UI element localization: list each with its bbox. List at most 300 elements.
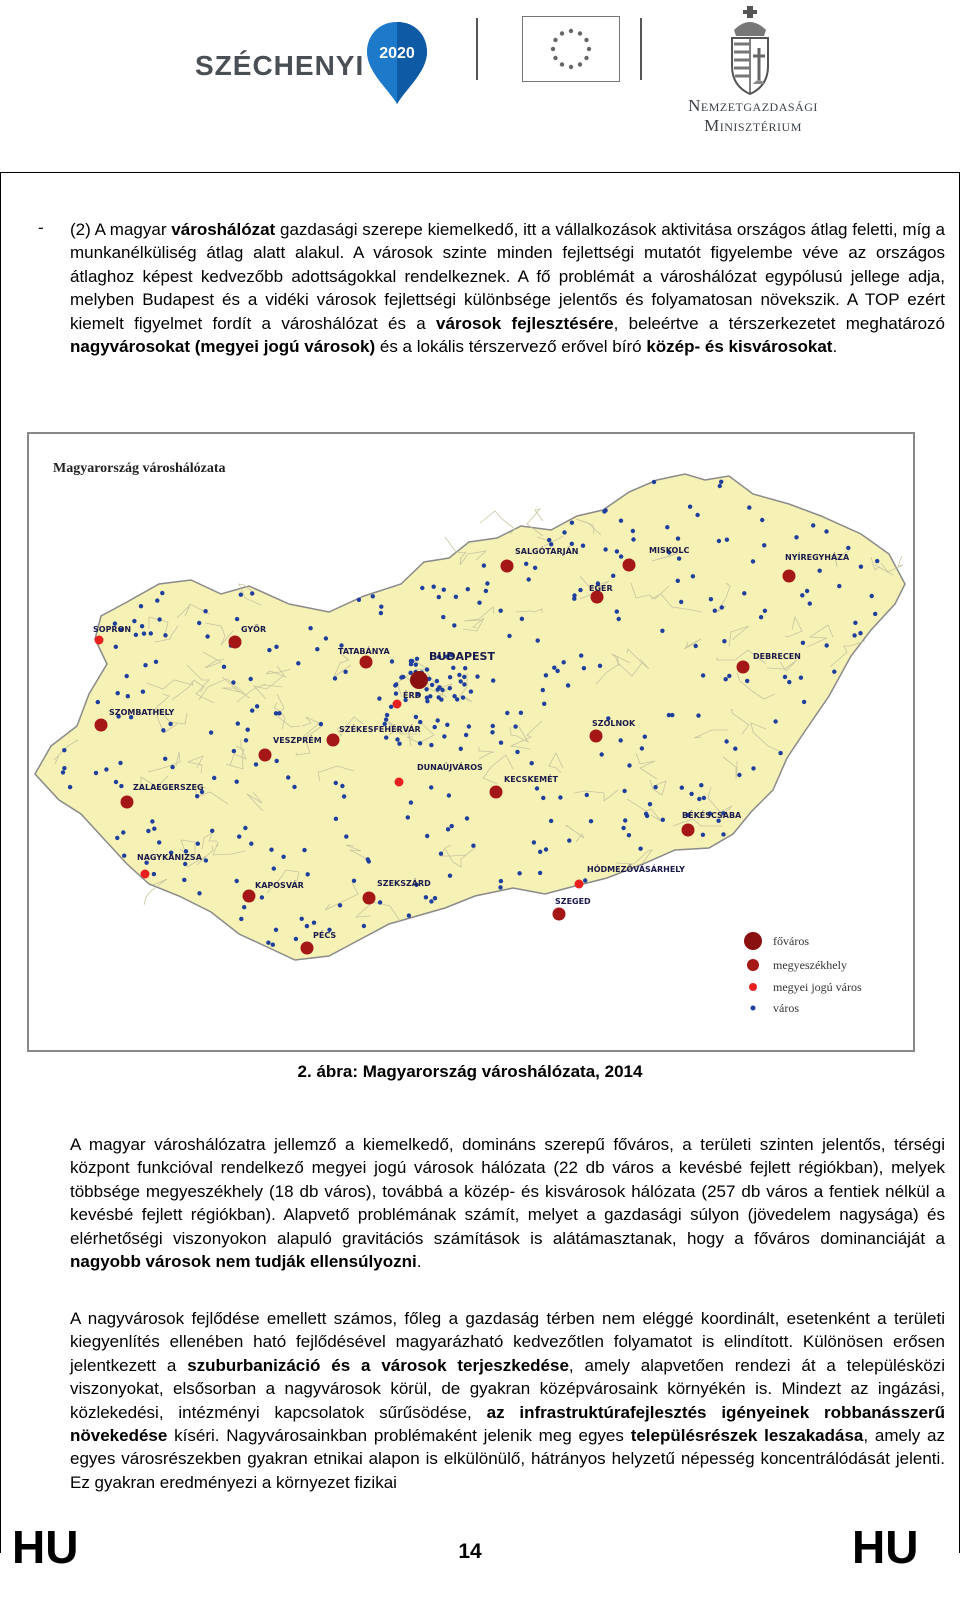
header-divider (640, 18, 642, 80)
town-marker (541, 688, 545, 692)
town-marker (677, 556, 681, 560)
town-marker (454, 595, 458, 599)
town-marker (661, 818, 665, 822)
town-marker (475, 674, 479, 678)
city-label-sopron: SOPRON (93, 625, 132, 634)
legend-county-seat-label: megyeszékhely (773, 958, 847, 972)
town-marker (152, 872, 156, 876)
town-marker (429, 785, 433, 789)
town-marker (583, 878, 587, 882)
town-marker (870, 594, 874, 598)
town-marker (585, 793, 589, 797)
town-marker (250, 708, 254, 712)
town-marker (520, 617, 524, 621)
town-marker (429, 743, 433, 747)
town-marker (873, 612, 877, 616)
town-marker (116, 691, 120, 695)
town-marker (721, 832, 725, 836)
town-marker (619, 738, 623, 742)
city-marker-bekescsaba (682, 824, 695, 837)
text-run: . (832, 337, 838, 357)
town-marker (463, 666, 467, 670)
town-marker (393, 683, 397, 687)
text-run: A nagyvárosok fejlődése emellett számos, főleg a gazdaság térben nem eléggé koordinált, esetenként a területi kiegyenlítés ellenében ható fejlődésével magyarázható kedvezőtlen folyamatot is elindított. Különösen erősen jelentkezett a (70, 1309, 945, 1375)
town-marker (538, 850, 542, 854)
city-marker-salgotarjan (501, 560, 514, 573)
town-marker (115, 836, 119, 840)
town-marker (852, 633, 856, 637)
town-marker (154, 660, 158, 664)
town-marker (466, 587, 470, 591)
town-marker (709, 597, 713, 601)
city-label-pecs: PÉCS (313, 931, 337, 940)
town-marker (94, 771, 98, 775)
town-marker (627, 833, 631, 837)
town-marker (499, 879, 503, 883)
town-marker (631, 537, 635, 541)
town-marker (615, 609, 619, 613)
town-marker (442, 734, 446, 738)
town-marker (773, 719, 777, 723)
city-label-salgotarjan: SALGÓTARJÁN (515, 547, 579, 556)
town-marker (250, 591, 254, 595)
bold-run: nagyobb városok nem tudják ellensúlyozni (70, 1252, 417, 1272)
town-marker (859, 565, 863, 569)
town-marker (562, 660, 566, 664)
town-marker (266, 941, 270, 945)
town-marker (406, 815, 410, 819)
town-marker (246, 728, 250, 732)
town-marker (182, 878, 186, 882)
town-marker (163, 757, 167, 761)
town-marker (424, 895, 428, 899)
town-marker (435, 679, 439, 683)
town-marker (239, 917, 243, 921)
town-marker (718, 484, 722, 488)
town-marker (533, 566, 537, 570)
bold-run: szuburbanizáció és a városok terjeszkedése (187, 1355, 569, 1375)
town-marker (237, 834, 241, 838)
town-marker (527, 577, 531, 581)
city-label-bekescsaba: BÉKÉSCSABA (682, 811, 742, 820)
town-marker (505, 711, 509, 715)
town-marker (439, 697, 443, 701)
town-marker (805, 589, 809, 593)
town-marker (619, 519, 623, 523)
text-run: (2) A magyar (70, 220, 172, 239)
town-marker (858, 631, 862, 635)
town-marker (157, 617, 161, 621)
footer-language-code-left: HU (12, 1521, 79, 1573)
town-marker (437, 685, 441, 689)
town-marker (255, 704, 259, 708)
town-marker (579, 653, 583, 657)
town-marker (713, 609, 717, 613)
town-marker (689, 792, 693, 796)
town-marker (751, 559, 755, 563)
town-marker (333, 676, 337, 680)
town-marker (448, 874, 452, 878)
town-marker (745, 679, 749, 683)
town-marker (362, 924, 366, 928)
town-marker (462, 675, 466, 679)
town-marker (627, 763, 631, 767)
town-marker (209, 730, 213, 734)
town-marker (155, 598, 159, 602)
city-marker-szeged (553, 908, 566, 921)
town-marker (121, 830, 125, 834)
town-marker (300, 917, 304, 921)
city-label-gyor: GYŐR (241, 625, 267, 634)
town-marker (222, 665, 226, 669)
town-marker (808, 601, 812, 605)
town-marker (499, 609, 503, 613)
city-marker-kaposvar (243, 890, 256, 903)
town-marker (875, 559, 879, 563)
footer-language-code-right: HU (852, 1521, 919, 1573)
town-marker (62, 748, 66, 752)
town-marker (670, 713, 674, 717)
town-marker (467, 724, 471, 728)
town-marker (424, 687, 428, 691)
town-marker (235, 879, 239, 883)
bold-run: az infrastruktúrafejlesztés igényeinek robbanásszerű növekedése (70, 1402, 945, 1446)
town-marker (582, 666, 586, 670)
town-marker (401, 675, 405, 679)
town-marker (274, 928, 278, 932)
town-marker (811, 523, 815, 527)
town-marker (430, 683, 434, 687)
text-run: A magyar városhálózatra jellemző a kiemelkedő, domináns szerepű főváros, a területi szinten jelentős, térségi központ funkcióval rendelkező megyei jogú városok hálózata (22 db város a kevésbé fejlett régiókban), melyek többsége megyeszékhely (18 db város), továbbá a közép- és kisvárosok hálózata (257 db város a fentiek nélkül a kevésbé fejlett régiókban). Alapvető problémának számít, melyet a gazdasági súlyon (jövedelem nagysága) és elérhetőségi viszonyokon alapuló gravitációs számítások is alátámasztanak, hogy a főváros dominanciáját a (70, 1135, 945, 1248)
town-marker (96, 700, 100, 704)
town-marker (152, 827, 156, 831)
town-marker (762, 543, 766, 547)
town-marker (377, 696, 381, 700)
city-label-tatabanya: TATABÁNYA (338, 647, 390, 656)
town-marker (702, 796, 706, 800)
city-marker-veszprem (259, 749, 272, 762)
town-marker (679, 600, 683, 604)
town-marker (342, 794, 346, 798)
town-marker (334, 781, 338, 785)
city-label-szekesfehervar: SZÉKESFEHÉRVÁR (339, 725, 421, 734)
town-marker (719, 480, 723, 484)
town-marker (425, 696, 429, 700)
town-marker (722, 639, 726, 643)
town-marker (549, 819, 553, 823)
town-marker (499, 741, 503, 745)
town-marker (338, 903, 342, 907)
town-marker (260, 895, 264, 899)
town-marker (292, 785, 296, 789)
town-marker (267, 648, 271, 652)
town-marker (197, 891, 201, 895)
bullet-dash: - (38, 218, 44, 237)
town-marker (699, 783, 703, 787)
city-label-dunaujvaros: DUNAÚJVÁROS (417, 763, 483, 772)
town-marker (578, 588, 582, 592)
szechenyi-year-text: 2020 (379, 45, 415, 62)
town-marker (485, 581, 489, 585)
legend-town-label: város (773, 1001, 799, 1015)
paragraph-suburbanization (70, 1307, 945, 1494)
town-marker (385, 713, 389, 717)
town-marker (832, 670, 836, 674)
town-marker (759, 615, 763, 619)
town-marker (581, 544, 585, 548)
town-marker (160, 591, 164, 595)
town-marker (432, 585, 436, 589)
town-marker (340, 784, 344, 788)
town-marker (778, 751, 782, 755)
town-marker (469, 689, 473, 693)
bold-run: városok fejlesztésére (436, 313, 614, 333)
town-marker (146, 829, 150, 833)
city-label-hodmezovasarhely: HÓDMEZŐVÁSÁRHELY (587, 865, 685, 874)
town-marker (737, 773, 741, 777)
town-marker (235, 617, 239, 621)
town-marker (414, 663, 418, 667)
town-marker (447, 793, 451, 797)
header-divider (476, 18, 478, 80)
town-marker (532, 840, 536, 844)
town-marker (450, 824, 454, 828)
town-marker (818, 569, 822, 573)
town-marker (204, 858, 208, 862)
ministry-name (668, 96, 838, 136)
town-marker (195, 794, 199, 798)
town-marker (513, 724, 517, 728)
town-marker (484, 589, 488, 593)
szechenyi-pin-icon (365, 20, 429, 106)
town-marker (615, 549, 619, 553)
town-marker (621, 826, 625, 830)
town-marker (62, 766, 66, 770)
town-marker (724, 739, 728, 743)
town-marker (471, 844, 475, 848)
town-marker (410, 659, 414, 663)
town-marker (418, 720, 422, 724)
town-marker (652, 480, 656, 484)
legend-town-marker (751, 1006, 756, 1011)
town-marker (343, 670, 347, 674)
town-marker (638, 847, 642, 851)
city-marker-dunaujvaros (395, 778, 404, 787)
town-marker (515, 750, 519, 754)
city-label-szekszard: SZEKSZÁRD (377, 879, 431, 888)
town-marker (379, 611, 383, 615)
city-label-zalaegerszeg: ZALAEGERSZEG (133, 783, 204, 792)
town-marker (566, 683, 570, 687)
town-marker (302, 848, 306, 852)
town-marker (274, 645, 278, 649)
town-marker (433, 725, 437, 729)
town-marker (477, 601, 481, 605)
town-marker (824, 529, 828, 533)
city-marker-budapest (410, 671, 428, 689)
town-marker (305, 924, 309, 928)
town-marker (701, 673, 705, 677)
town-marker (61, 770, 65, 774)
town-marker (567, 838, 571, 842)
town-marker (611, 574, 615, 578)
town-marker (415, 657, 419, 661)
town-marker (274, 711, 278, 715)
town-marker (143, 663, 147, 667)
town-marker (425, 667, 429, 671)
town-marker (68, 785, 72, 789)
city-label-eger: EGER (589, 584, 613, 593)
town-marker (119, 784, 123, 788)
town-marker (694, 644, 698, 648)
town-marker (296, 661, 300, 665)
city-marker-szekesfehervar (327, 734, 340, 747)
town-marker (648, 802, 652, 806)
town-marker (384, 717, 388, 721)
town-marker (389, 705, 393, 709)
town-marker (141, 690, 145, 694)
town-marker (491, 724, 495, 728)
town-marker (142, 631, 146, 635)
town-marker (275, 759, 279, 763)
town-marker (552, 666, 556, 670)
town-marker (727, 674, 731, 678)
city-marker-gyor (229, 636, 242, 649)
town-marker (249, 842, 253, 846)
text-run: kíséri. Nagyvárosainkban problémaként jelenik meg egyes (167, 1426, 631, 1446)
town-marker (236, 721, 240, 725)
town-marker (519, 711, 523, 715)
city-marker-pecs (301, 942, 314, 955)
town-marker (150, 819, 154, 823)
town-marker (312, 921, 316, 925)
town-marker (459, 747, 463, 751)
town-marker (680, 786, 684, 790)
town-marker (357, 598, 361, 602)
town-marker (697, 797, 701, 801)
town-marker (623, 818, 627, 822)
town-marker (436, 718, 440, 722)
town-marker (163, 633, 167, 637)
town-marker (549, 542, 553, 546)
town-marker (622, 789, 626, 793)
town-marker (409, 800, 413, 804)
city-marker-miskolc (623, 559, 636, 572)
town-marker (600, 752, 604, 756)
town-marker (695, 513, 699, 517)
town-marker (542, 702, 546, 706)
legend-capital-label: főváros (773, 934, 809, 948)
town-marker (783, 675, 787, 679)
town-marker (140, 624, 144, 628)
town-marker (441, 615, 445, 619)
town-marker (490, 730, 494, 734)
town-marker (384, 735, 388, 739)
town-marker (799, 676, 803, 680)
town-marker (691, 574, 695, 578)
town-marker (157, 840, 161, 844)
town-marker (366, 857, 370, 861)
town-marker (800, 593, 804, 597)
town-marker (446, 827, 450, 831)
town-marker (452, 623, 456, 627)
paragraph-city-network-characteristics (70, 1133, 945, 1273)
bold-run: közép- és kisvárosokat (646, 337, 833, 357)
town-marker (644, 812, 648, 816)
text-run: , amely az egyes városrészekben gyakran etnikai alapon is elkülönülő, hátrányos helyzetű népesség koncentrálódását jelenti. Ez gyakran eredményezi a környezet fizikai (70, 1426, 945, 1492)
town-marker (395, 737, 399, 741)
town-marker (306, 872, 310, 876)
city-label-nagykanizsa: NAGYKANIZSA (137, 853, 202, 862)
town-marker (837, 584, 841, 588)
town-marker (414, 715, 418, 719)
town-marker (701, 833, 705, 837)
town-marker (603, 508, 607, 512)
paragraph-city-network (70, 218, 945, 358)
town-marker (598, 664, 602, 668)
bold-run: városhálózat (171, 220, 276, 239)
town-marker (420, 586, 424, 590)
town-marker (462, 682, 466, 686)
town-marker (547, 538, 551, 542)
town-marker (538, 871, 542, 875)
legend-county-town-label: megyei jogú város (773, 980, 862, 994)
town-marker (118, 761, 122, 765)
town-marker (724, 677, 728, 681)
bold-run: településrészek leszakadása (630, 1426, 864, 1446)
city-marker-kecskemet (490, 786, 503, 799)
town-marker (442, 588, 446, 592)
city-marker-zalaegerszeg (121, 796, 134, 809)
town-marker (161, 728, 165, 732)
town-marker (104, 767, 108, 771)
town-marker (407, 913, 411, 917)
town-marker (507, 634, 511, 638)
town-marker (243, 826, 247, 830)
town-marker (239, 593, 243, 597)
town-marker (617, 617, 621, 621)
town-marker (451, 666, 455, 670)
town-marker (378, 900, 382, 904)
figure-caption: 2. ábra: Magyarország városhálózata, 2014 (297, 1062, 643, 1081)
town-marker (254, 762, 258, 766)
town-marker (544, 673, 548, 677)
town-marker (132, 619, 136, 623)
town-marker (371, 594, 375, 598)
town-marker (294, 937, 298, 941)
city-marker-debrecen (737, 661, 750, 674)
settlement-boundary (480, 511, 515, 534)
map-title: Magyarország városhálózata (53, 461, 226, 476)
town-marker (394, 691, 398, 695)
town-marker (281, 855, 285, 859)
hungary-city-network-map (29, 434, 909, 1046)
town-marker (742, 591, 746, 595)
ministry-line-2: Minisztérium (704, 116, 802, 135)
town-marker (751, 766, 755, 770)
town-marker (825, 643, 829, 647)
town-marker (720, 605, 724, 609)
city-label-kaposvar: KAPOSVÁR (255, 881, 304, 890)
city-label-szombathely: SZOMBATHELY (109, 708, 175, 717)
town-marker (134, 633, 138, 637)
city-marker-erd (393, 700, 402, 709)
town-marker (541, 796, 545, 800)
town-marker (429, 899, 433, 903)
town-marker (536, 638, 540, 642)
text-run: , amely alapvetően rendezi át a településközi viszonyokat, elsősorban a nagyvárosok körül, de gyakran középvárosaink környékén is. Mindezt az ingázási, közlekedési, intézményi kapcsolatok sűrűsödése, (70, 1355, 945, 1422)
town-marker (114, 645, 118, 649)
